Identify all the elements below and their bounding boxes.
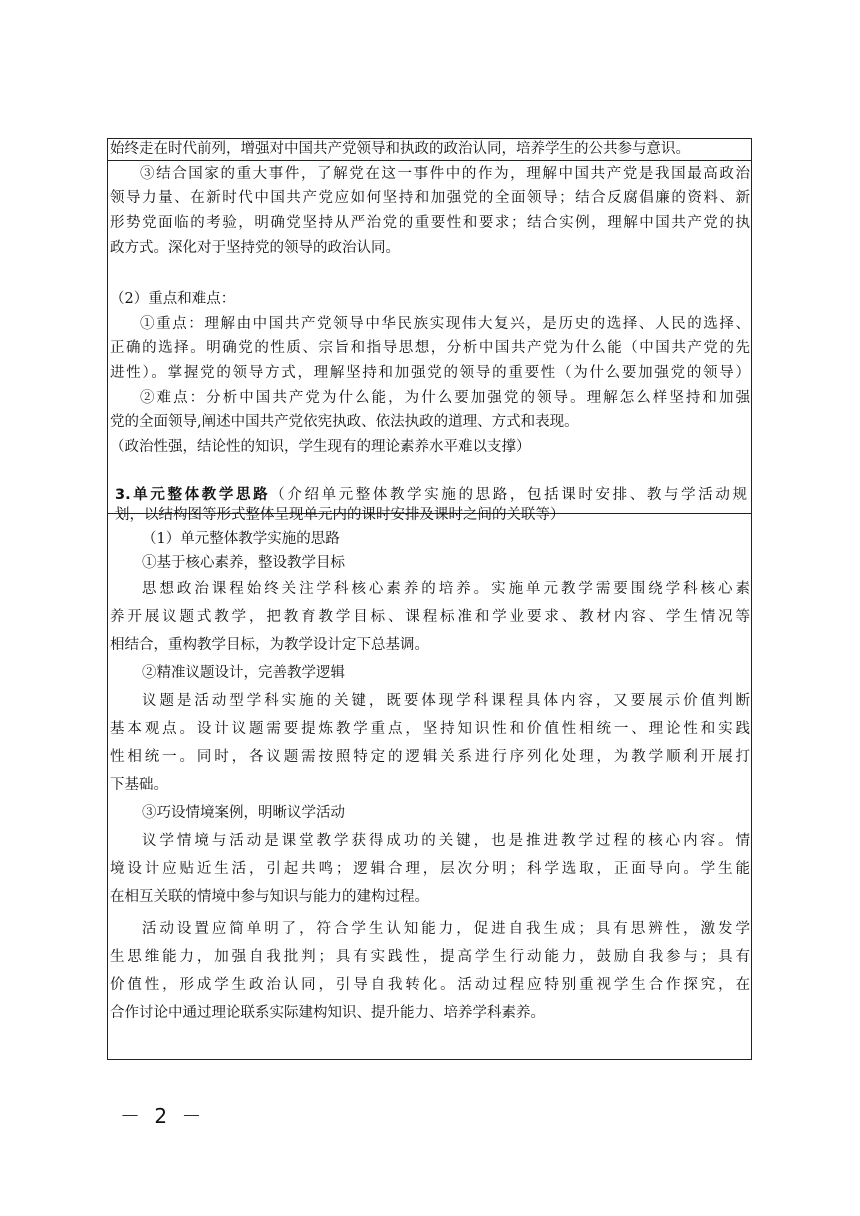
key-point-line: 进性）。掌握党的领导方式，理解坚持和加强党的领导的重要性（为什么要加强党的领导） (110, 365, 750, 381)
page-number: － 2 － (120, 1104, 206, 1128)
body-line: 议学情境与活动是课堂教学获得成功的关键，也是推进教学过程的核心内容。情 (142, 833, 750, 849)
section3-title (115, 485, 747, 505)
section3-title-bold: 3.单元整体教学思路 (115, 487, 271, 503)
difficulty-line: 党的全面领导,阐述中国共产党依宪执政、依法执政的道理、方式和表现。 (110, 414, 579, 430)
objective-line: 形势党面临的考验，明确党坚持从严治党的重要性和要求；结合实例，理解中国共产党的执 (110, 215, 750, 231)
body-line: 在相互关联的情境中参与知识与能力的建构过程。 (110, 889, 429, 905)
body-line: 养开展议题式教学，把教育教学目标、课程标准和学业要求、教材内容、学生情况等 (110, 609, 750, 625)
body-line: 合作讨论中通过理论联系实际建构知识、提升能力、培养学科素养。 (110, 1005, 545, 1021)
point-heading: ②精准议题设计，完善教学逻辑 (142, 665, 345, 681)
objective-line: ③结合国家的重大事件，了解党在这一事件中的作为，理解中国共产党是我国最高政治 (140, 166, 750, 182)
body-line: 基本观点。设计议题需要提炼教学重点，坚持知识性和价值性相统一、理论性和实践 (110, 721, 750, 737)
body-line: 相结合，重构教学目标，为教学设计定下总基调。 (110, 637, 429, 653)
body-line: 下基础。 (110, 777, 168, 793)
difficulty-note: （政治性强，结论性的知识，学生现有的理论素养水平难以支撑） (110, 439, 531, 455)
key-points-heading: （2）重点和难点： (110, 291, 236, 307)
row-divider-top (107, 160, 752, 161)
body-line: 活动设置应简单明了，符合学生认知能力，促进自我生成；具有思辨性，激发学 (142, 921, 750, 937)
key-point-line: 正确的选择。明确党的性质、宗旨和指导思想，分析中国共产党为什么能（中国共产党的先 (110, 340, 750, 356)
objective-line: 领导力量、在新时代中国共产党应如何坚持和加强党的全面领导；结合反腐倡廉的资料、新 (110, 190, 750, 206)
difficulty-line: ②难点：分析中国共产党为什么能，为什么要加强党的领导。理解怎么样坚持和加强 (140, 390, 750, 406)
body-line: 境设计应贴近生活，引起共鸣；逻辑合理，层次分明；科学选取，正面导向。学生能 (110, 861, 750, 877)
objective-line: 政方式。深化对于坚持党的领导的政治认同。 (110, 240, 400, 256)
point-heading: ①基于核心素养，整设教学目标 (142, 555, 345, 571)
objective-line: 始终走在时代前列，增强对中国共产党领导和执政的政治认同，培养学生的公共参与意识。 (110, 141, 690, 157)
point-heading: ③巧设情境案例，明晰议学活动 (142, 805, 345, 821)
body-line: 思想政治课程始终关注学科核心素养的培养。实施单元教学需要围绕学科核心素 (142, 581, 750, 597)
section3-title-desc: （介绍单元整体教学实施的思路，包括课时安排、教与学活动规 (270, 487, 747, 503)
key-point-line: ①重点：理解由中国共产党领导中华民族实现伟大复兴，是历史的选择、人民的选择、 (140, 316, 750, 332)
subheading: （1）单元整体教学实施的思路 (142, 531, 340, 547)
body-line: 价值性，形成学生政治认同，引导自我转化。活动过程应特别重视学生合作探究，在 (110, 977, 750, 993)
body-line: 性相统一。同时，各议题需按照特定的逻辑关系进行序列化处理，为教学顺利开展打 (110, 749, 750, 765)
body-line: 生思维能力，加强自我批判；具有实践性，提高学生行动能力，鼓励自我参与；具有 (110, 949, 750, 965)
section3-title-line2: 划，以结构图等形式整体呈现单元内的课时安排及课时之间的关联等） (115, 507, 565, 523)
body-line: 议题是活动型学科实施的关键，既要体现学科课程具体内容，又要展示价值判断 (142, 693, 750, 709)
